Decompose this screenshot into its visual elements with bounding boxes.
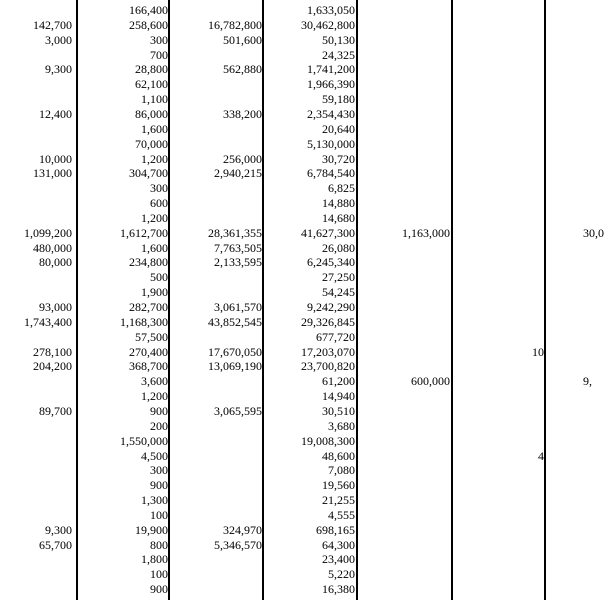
table-cell: 1,200	[141, 389, 168, 404]
table-cell: 43,852,545	[208, 314, 262, 329]
table-cell: 6,245,340	[307, 255, 355, 270]
table-cell: 93,000	[39, 300, 72, 314]
table-cell: 3,065,595	[214, 403, 262, 418]
table-cell: 6,825	[328, 181, 355, 196]
table-row	[0, 581, 600, 598]
table-cell: 1,600	[141, 240, 168, 255]
table-cell: 900	[150, 582, 168, 597]
table-cell: 7,080	[328, 463, 355, 478]
table-cell: 1,200	[141, 151, 168, 166]
table-cell: 9,300	[45, 62, 72, 77]
table-cell: 1,612,700	[120, 225, 168, 240]
table-cell: 131,000	[33, 166, 72, 181]
table-cell: 14,940	[322, 389, 355, 404]
table-cell: 501,600	[223, 32, 262, 47]
table-cell: 6,784,540	[307, 166, 355, 181]
table-cell: 3,000	[45, 32, 72, 47]
table-cell: 166,400	[129, 3, 168, 17]
table-cell: 1,550,000	[120, 433, 168, 448]
table-cell: 1,966,390	[307, 77, 355, 92]
table-cell: 282,700	[129, 300, 168, 314]
table-cell: 1,800	[141, 552, 168, 567]
table-cell: 2,133,595	[214, 255, 262, 270]
table-cell: 698,165	[316, 522, 355, 537]
table-cell: 500	[150, 270, 168, 285]
table-cell: 1,168,300	[120, 314, 168, 329]
table-cell: 258,600	[129, 17, 168, 32]
table-cell: 9,	[583, 374, 592, 389]
table-cell: 3,061,570	[214, 300, 262, 314]
table-cell: 70,000	[135, 136, 168, 151]
table-cell: 9,242,290	[307, 300, 355, 314]
table-cell: 4,555	[328, 507, 355, 522]
table-cell: 204,200	[33, 359, 72, 374]
table-cell: 200	[150, 418, 168, 433]
table-cell: 5,130,000	[307, 136, 355, 151]
table-cell: 368,700	[129, 359, 168, 374]
table-cell: 12,400	[39, 106, 72, 121]
table-cell: 480,000	[33, 240, 72, 255]
table-cell: 562,880	[223, 62, 262, 77]
table-cell: 600,000	[411, 374, 450, 389]
table-cell: 23,400	[322, 552, 355, 567]
table-cell: 3,600	[141, 374, 168, 389]
table-cell: 1,163,000	[402, 225, 450, 240]
table-cell: 10,000	[39, 151, 72, 166]
table-cell: 270,400	[129, 344, 168, 359]
table-cell: 100	[150, 567, 168, 582]
table-cell: 86,000	[135, 106, 168, 121]
table-cell: 59,180	[322, 92, 355, 107]
table-cell: 28,361,355	[208, 225, 262, 240]
table-cell: 300	[150, 181, 168, 196]
table-cell: 304,700	[129, 166, 168, 181]
table-cell: 48,600	[322, 448, 355, 463]
table-cell: 57,500	[135, 329, 168, 344]
table-cell: 5,346,570	[214, 537, 262, 552]
table-cell: 7,763,505	[214, 240, 262, 255]
table-cell: 27,250	[322, 270, 355, 285]
table-cell: 1,200	[141, 210, 168, 225]
table-cell: 30,720	[322, 151, 355, 166]
table-cell: 5,220	[328, 567, 355, 582]
table-cell: 9,300	[45, 522, 72, 537]
table-cell: 41,627,300	[301, 225, 355, 240]
table-cell: 10	[532, 344, 544, 359]
table-cell: 1,633,050	[307, 3, 355, 17]
table-cell: 278,100	[33, 344, 72, 359]
table-cell: 64,300	[322, 537, 355, 552]
table-cell: 26,080	[322, 240, 355, 255]
table-cell: 13,069,190	[208, 359, 262, 374]
table-cell: 17,203,070	[301, 344, 355, 359]
table-cell: 54,245	[322, 285, 355, 300]
table-cell: 600	[150, 196, 168, 211]
table-cell: 19,560	[322, 478, 355, 493]
table-cell: 900	[150, 403, 168, 418]
table-cell: 30,462,800	[301, 17, 355, 32]
table-cell: 2,940,215	[214, 166, 262, 181]
table-cell: 24,325	[322, 47, 355, 62]
table-cell: 21,255	[322, 493, 355, 508]
table-cell: 1,300	[141, 493, 168, 508]
table-cell: 19,900	[135, 522, 168, 537]
table-cell: 300	[150, 463, 168, 478]
table-cell: 4,500	[141, 448, 168, 463]
table-cell: 1,743,400	[24, 314, 72, 329]
table-cell: 4	[538, 448, 544, 463]
table-cell: 20,640	[322, 121, 355, 136]
table-cell: 89,700	[39, 403, 72, 418]
table-cell: 1,100	[141, 92, 168, 107]
table-cell: 700	[150, 47, 168, 62]
table-cell: 19,008,300	[301, 433, 355, 448]
table-cell: 3,680	[328, 418, 355, 433]
table-cell: 1,099,200	[24, 225, 72, 240]
table-cell: 23,700,820	[301, 359, 355, 374]
table-cell: 1,741,200	[307, 62, 355, 77]
table-cell: 2,354,430	[307, 106, 355, 121]
table-cell: 62,100	[135, 77, 168, 92]
table-cell: 50,130	[322, 32, 355, 47]
table-cell: 677,720	[316, 329, 355, 344]
table-cell: 28,800	[135, 62, 168, 77]
table-cell: 61,200	[322, 374, 355, 389]
table-cell: 256,000	[223, 151, 262, 166]
table-cell: 16,380	[322, 582, 355, 597]
table-cell: 800	[150, 537, 168, 552]
table-cell: 1,900	[141, 285, 168, 300]
table-cell: 100	[150, 507, 168, 522]
table-cell: 900	[150, 478, 168, 493]
table-cell: 65,700	[39, 537, 72, 552]
table-cell: 17,670,050	[208, 344, 262, 359]
table-cell: 80,000	[39, 255, 72, 270]
table-cell: 14,880	[322, 196, 355, 211]
table-cell: 30,510	[322, 403, 355, 418]
table-cell: 30,0	[583, 225, 604, 240]
table-cell: 324,970	[223, 522, 262, 537]
table-cell: 29,326,845	[301, 314, 355, 329]
table-cell: 1,600	[141, 121, 168, 136]
table-cell: 338,200	[223, 106, 262, 121]
table-cell: 300	[150, 32, 168, 47]
table-cell: 142,700	[33, 17, 72, 32]
table-cell: 234,800	[129, 255, 168, 270]
table-cell: 16,782,800	[208, 17, 262, 32]
table-cell: 14,680	[322, 210, 355, 225]
